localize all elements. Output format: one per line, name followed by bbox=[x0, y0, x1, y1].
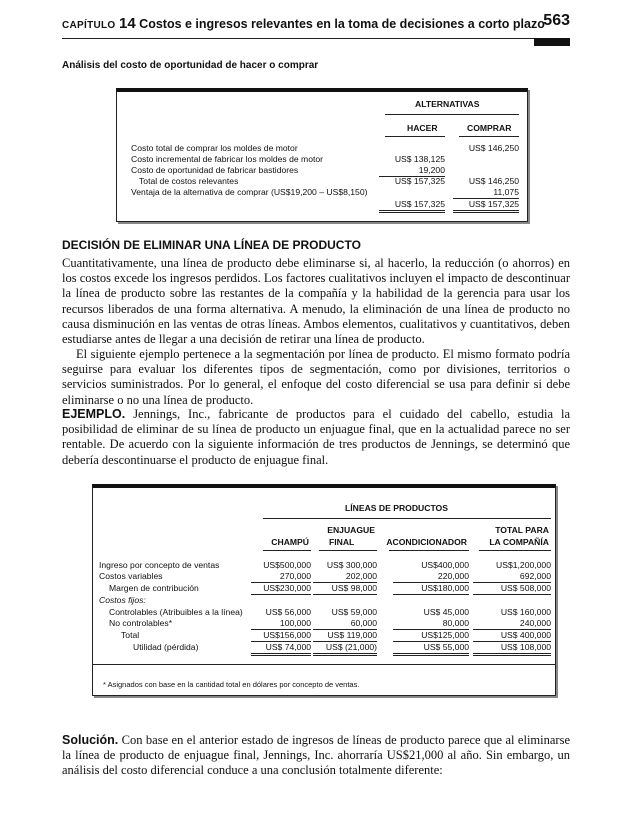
solution-paragraph bbox=[62, 733, 570, 779]
table2-cell: US$ 400,000 bbox=[473, 631, 551, 642]
table1-row-label: Costo de oportunidad de fabricar bastidores bbox=[131, 165, 299, 175]
solution-text: Con base en el anterior estado de ingresos de líneas de producto parece que al eliminarse la línea de producto de enjuague final, Jennings, Inc. ahorraría US$21,000 al año. Sin embargo, un análisis del costo diferencial conduce a una conclusión totalmente diferente: bbox=[62, 733, 570, 778]
table2-col-enjuague-1: ENJUAGUE bbox=[327, 525, 375, 535]
table1-group-header: ALTERNATIVAS bbox=[415, 99, 480, 109]
table2-cell: US$ 160,000 bbox=[500, 607, 551, 617]
table2-row-label: Ingreso por concepto de ventas bbox=[99, 560, 220, 570]
table2-cell: 100,000 bbox=[251, 619, 311, 630]
table2-footnote-rule bbox=[93, 664, 555, 665]
example-paragraph bbox=[62, 407, 570, 468]
table2-cell: US$ 119,000 bbox=[313, 631, 377, 642]
table2-cell: US$180,000 bbox=[393, 584, 469, 595]
table2-cell: 692,000 bbox=[473, 572, 551, 583]
table1-group-rule bbox=[385, 114, 519, 115]
table2-cell: 202,000 bbox=[313, 572, 377, 583]
chapter-title: Costos e ingresos relevantes en la toma de decisiones a corto plazo bbox=[139, 17, 545, 31]
make-or-buy-table bbox=[116, 88, 528, 222]
table2-cell: US$ 98,000 bbox=[313, 584, 377, 595]
table2-cell: 80,000 bbox=[393, 619, 469, 630]
solution-label: Solución. bbox=[62, 733, 119, 747]
table1-col-rule-comprar bbox=[459, 136, 519, 137]
table2-cell: 60,000 bbox=[313, 619, 377, 630]
table2-cell: 270,000 bbox=[251, 572, 311, 583]
table2-group-rule bbox=[263, 518, 551, 519]
header-rule bbox=[62, 38, 570, 39]
table2-cell: 220,000 bbox=[393, 572, 469, 583]
table2-cell: US$ 56,000 bbox=[265, 607, 311, 617]
table1-row-label: Total de costos relevantes bbox=[139, 176, 239, 186]
table2-cell: US$ 300,000 bbox=[326, 560, 377, 570]
section-heading: DECISIÓN DE ELIMINAR UNA LÍNEA DE PRODUCTO bbox=[62, 238, 361, 252]
header-tab-marker bbox=[534, 38, 570, 46]
table2-row-label: Costos fijos: bbox=[99, 595, 146, 605]
table2-cell: US$500,000 bbox=[263, 560, 311, 570]
table2-cell: US$ 55,000 bbox=[393, 643, 469, 656]
table2-col-rule-3 bbox=[389, 550, 469, 551]
table2-group-header: LÍNEAS DE PRODUCTOS bbox=[345, 503, 448, 513]
table1-col-comprar: COMPRAR bbox=[467, 123, 512, 133]
table2-cell: US$ 508,000 bbox=[473, 584, 551, 595]
table1-row-label: Costo incremental de fabricar los moldes de motor bbox=[131, 154, 324, 164]
product-lines-table bbox=[92, 484, 556, 696]
table2-col-rule-2 bbox=[319, 550, 377, 551]
table2-row-label: Costos variables bbox=[99, 571, 163, 581]
table1-cell-comprar: US$ 146,250 bbox=[468, 143, 519, 153]
table2-row-label: Margen de contribución bbox=[109, 583, 199, 593]
table2-cell: 240,000 bbox=[473, 619, 551, 630]
table1-col-hacer: HACER bbox=[407, 123, 438, 133]
table2-cell: US$ (21,000) bbox=[313, 643, 377, 656]
table1-caption: Análisis del costo de oportunidad de hacer o comprar bbox=[62, 60, 319, 71]
chapter-heading bbox=[62, 15, 545, 32]
table1-total-hacer: US$ 157,325 bbox=[379, 200, 445, 213]
page-number: 563 bbox=[543, 12, 570, 29]
table2-col-acondicionador: ACONDICIONADOR bbox=[386, 537, 467, 547]
paragraph-1: Cuantitativamente, una línea de producto debe eliminarse si, al hacerlo, la reducción (o ahorros) en los costos excede los ingresos perdidos. Los factores cualitativos incluyen el impacto de descontinuar la línea de producto sobre las restantes de la compañía y la habilidad de la gerencia para usar los recursos liberados de una forma alternativa. A menudo, la eliminación de una línea de producto no causa disminución en las ventas de otras líneas. Ambos elementos, cualitativos y cuantitativos, deben estudiarse antes de llegar a una decisión de retirar una línea de producto. bbox=[62, 256, 570, 347]
table2-col-rule-1 bbox=[263, 550, 311, 551]
table1-total-comprar: US$ 157,325 bbox=[453, 200, 519, 213]
table2-col-total-1: TOTAL PARA bbox=[495, 525, 549, 535]
example-text: Jennings, Inc., fabricante de productos para el cuidado del cabello, estudia la posibilidad de eliminar de su línea de producto un enjuague final, que en la actualidad parece no ser rentable. De acuerdo con la siguiente información de tres productos de Jennings, se determinó que debería descontinuarse el producto de enjuague final. bbox=[62, 407, 570, 467]
table1-cell-hacer: US$ 138,125 bbox=[394, 154, 445, 164]
table2-col-total-2: LA COMPAÑÍA bbox=[489, 537, 549, 547]
table1-cell-comprar: 11,075 bbox=[453, 188, 519, 199]
table1-row-label: Costo total de comprar los moldes de motor bbox=[131, 143, 298, 153]
table2-row-label: Utilidad (pérdida) bbox=[133, 642, 199, 652]
table2-row-label: No controlables* bbox=[109, 618, 173, 628]
table2-row-label: Total bbox=[121, 630, 140, 640]
page-header bbox=[62, 12, 570, 34]
table2-cell: US$156,000 bbox=[251, 631, 311, 642]
table2-cell: US$ 108,000 bbox=[473, 643, 551, 656]
table2-cell: US$ 74,000 bbox=[251, 643, 311, 656]
table2-cell: US$400,000 bbox=[421, 560, 469, 570]
table2-cell: US$ 59,000 bbox=[331, 607, 377, 617]
chapter-cap: CAPÍTULO bbox=[62, 20, 116, 31]
table2-cell: US$230,000 bbox=[251, 584, 311, 595]
table2-row-label: Controlables (Atribuibles a la línea) bbox=[109, 607, 243, 617]
table2-cell: US$1,200,000 bbox=[496, 560, 551, 570]
paragraph-2: El siguiente ejemplo pertenece a la segmentación por línea de producto. El mismo formato podría seguirse para evaluar los diferentes tipos de segmentación, como por divisiones, territorios o servicios suministrados. Por lo general, el enfoque del costo diferencial se usa para definir si debe eliminarse o no una línea de producto. bbox=[62, 347, 570, 407]
example-label: EJEMPLO. bbox=[62, 407, 126, 421]
table2-footnote: * Asignados con base en la cantidad total en dólares por concepto de ventas. bbox=[103, 680, 360, 689]
chapter-number: 14 bbox=[119, 15, 136, 32]
table2-col-champu: CHAMPÚ bbox=[271, 537, 309, 547]
table2-cell: US$125,000 bbox=[393, 631, 469, 642]
table2-col-rule-4 bbox=[479, 550, 551, 551]
table2-cell: US$ 45,000 bbox=[423, 607, 469, 617]
table2-col-enjuague-2: FINAL bbox=[329, 537, 355, 547]
table1-row-label: Ventaja de la alternativa de comprar (US$19,200 – US$8,150) bbox=[131, 187, 368, 197]
table1-col-rule-hacer bbox=[385, 136, 445, 137]
table1-cell-hacer: 19,200 bbox=[379, 166, 445, 177]
table1-cell-hacer: US$ 157,325 bbox=[394, 176, 445, 186]
table1-cell-comprar: US$ 146,250 bbox=[468, 176, 519, 186]
